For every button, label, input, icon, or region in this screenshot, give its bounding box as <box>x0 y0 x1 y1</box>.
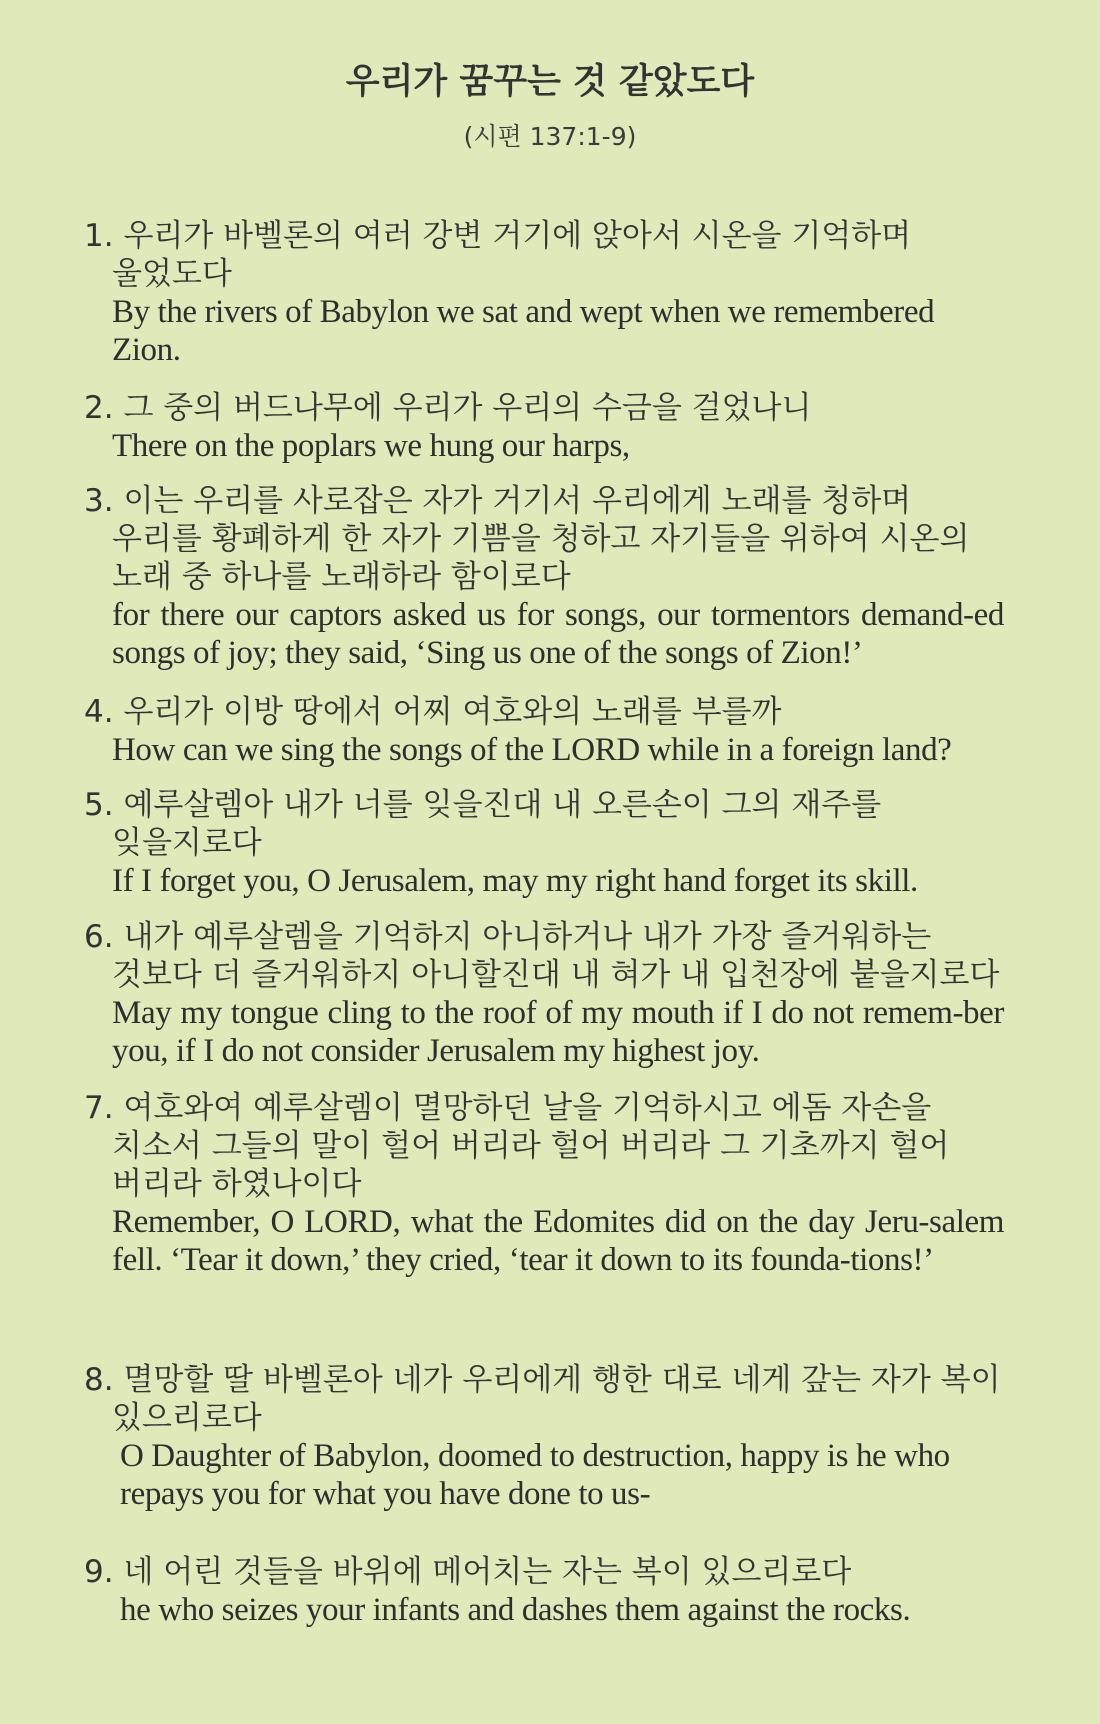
verse-7 <box>84 1089 1004 1279</box>
verse-korean-text: 네 어린 것들을 바위에 메어치는 자는 복이 있으리로다 <box>123 1554 852 1590</box>
verse-korean <box>84 389 1004 427</box>
verse-korean <box>84 482 1004 596</box>
verse-korean-text: 여호와여 예루살렘이 멸망하던 날을 기억하시고 에돔 자손을 치소서 그들의 말이 헐어 버리라 헐어 버리라 그 기초까지 헐어 버리라 하였나이다 <box>112 1090 950 1202</box>
verse-korean <box>84 693 1004 731</box>
verse-korean <box>84 1089 1004 1203</box>
page-title: 우리가 꿈꾸는 것 같았도다 <box>345 62 755 102</box>
verse-english: May my tongue cling to the roof of my mouth if I do not remem-ber you, if I do not consider Jerusalem my highest joy. <box>112 995 1004 1069</box>
verse-number: 8. <box>84 1362 114 1398</box>
verse-number: 9. <box>84 1554 114 1590</box>
verse-korean-text: 이는 우리를 사로잡은 자가 거기서 우리에게 노래를 청하며 우리를 황폐하게 한 자가 기쁨을 청하고 자기들을 위하여 시온의 노래 중 하나를 노래하라 함이로다 <box>112 483 970 595</box>
scripture-reference: (시편 137:1-9) <box>463 122 637 151</box>
verse-4 <box>84 693 1004 769</box>
verse-korean <box>84 1361 1004 1437</box>
verse-korean-text: 멸망할 딸 바벨론아 네가 우리에게 행한 대로 네게 갚는 자가 복이 있으리로다 <box>112 1362 1001 1436</box>
verse-english: If I forget you, O Jerusalem, may my right hand forget its skill. <box>112 863 918 899</box>
verse-korean-text: 내가 예루살렘을 기억하지 아니하거나 내가 가장 즐거워하는 것보다 더 즐거워하지 아니할진대 내 혀가 내 입천장에 붙을지로다 <box>112 919 1000 993</box>
verse-korean <box>84 918 1004 994</box>
verse-english: There on the poplars we hung our harps, <box>112 428 630 464</box>
verse-3 <box>84 482 1004 672</box>
verse-number: 1. <box>84 218 114 254</box>
verse-korean <box>84 1553 1004 1591</box>
verse-1 <box>84 217 1004 369</box>
verse-6 <box>84 918 1004 1070</box>
verse-korean-text: 우리가 이방 땅에서 어찌 여호와의 노래를 부를까 <box>123 694 782 730</box>
verse-korean <box>84 786 1004 862</box>
verse-number: 6. <box>84 919 114 955</box>
verse-english: O Daughter of Babylon, doomed to destruction, happy is he who repays you for what you have done to us- <box>120 1438 950 1512</box>
verse-number: 2. <box>84 390 114 426</box>
verse-number: 5. <box>84 787 114 823</box>
verse-number: 4. <box>84 694 114 730</box>
verse-english: By the rivers of Babylon we sat and wept when we remembered Zion. <box>112 294 935 368</box>
verse-2 <box>84 389 1004 465</box>
verse-english: he who seizes your infants and dashes them against the rocks. <box>120 1592 911 1628</box>
verse-korean-text: 그 중의 버드나무에 우리가 우리의 수금을 걸었나니 <box>123 390 812 426</box>
verse-korean <box>84 217 1004 293</box>
verse-number: 3. <box>84 483 114 519</box>
verse-number: 7. <box>84 1090 114 1126</box>
verse-english: Remember, O LORD, what the Edomites did on the day Jeru-salem fell. ‘Tear it down,’ they cried, ‘tear it down to its founda-tions!’ <box>112 1204 1004 1278</box>
verse-korean-text: 우리가 바벨론의 여러 강변 거기에 앉아서 시온을 기억하며 울었도다 <box>112 218 912 292</box>
verse-english: How can we sing the songs of the LORD while in a foreign land? <box>112 732 952 768</box>
verse-5 <box>84 786 1004 900</box>
verse-english: for there our captors asked us for songs, our tormentors demand-ed songs of joy; they said, ‘Sing us one of the songs of Zion!’ <box>112 597 1004 671</box>
verse-9 <box>84 1553 1004 1629</box>
verse-8 <box>84 1361 1004 1513</box>
verse-korean-text: 예루살렘아 내가 너를 잊을진대 내 오른손이 그의 재주를 잊을지로다 <box>112 787 882 861</box>
